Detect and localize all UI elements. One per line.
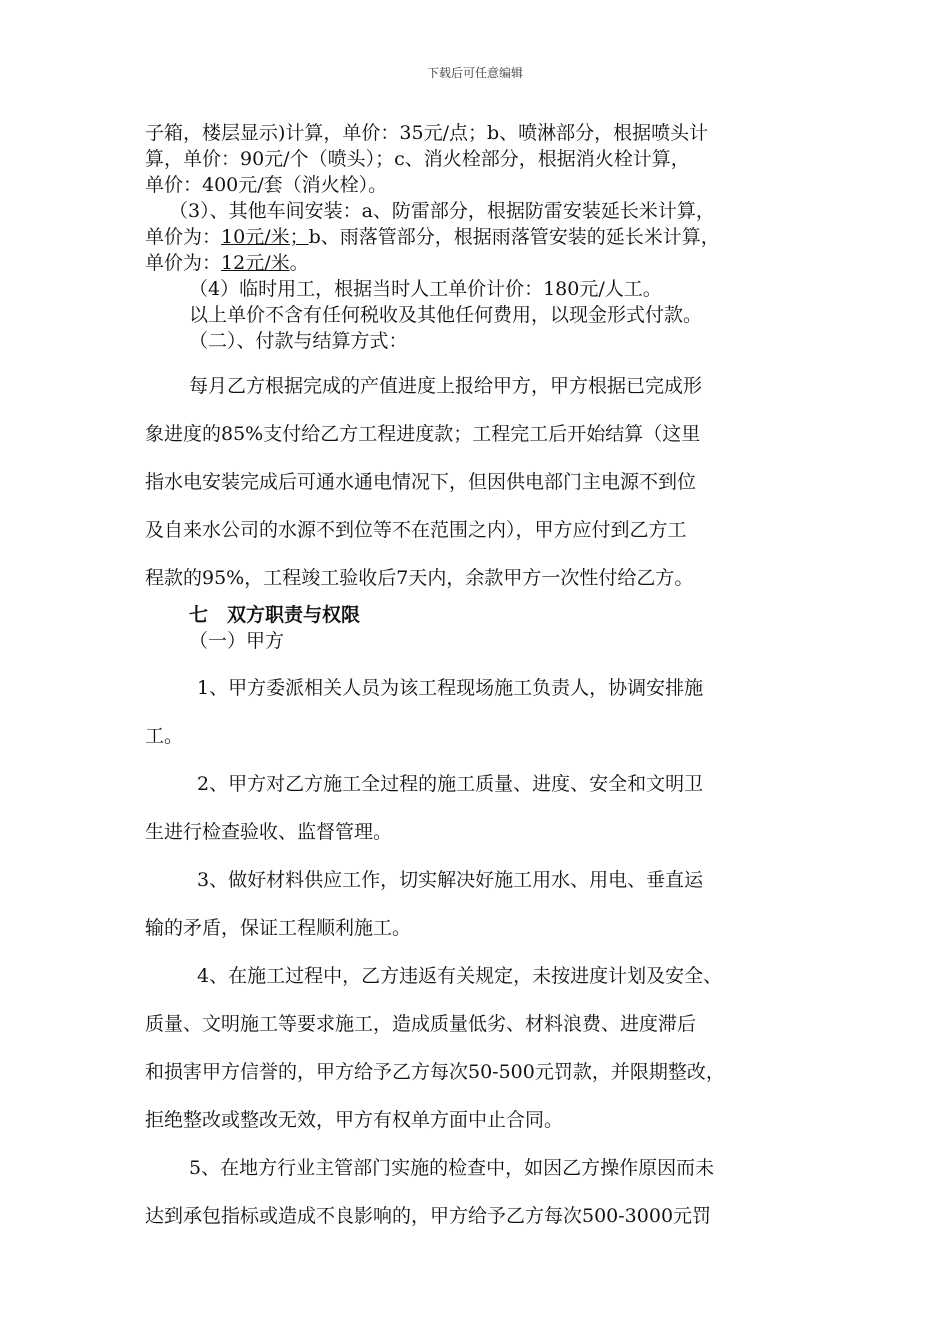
document-body bbox=[145, 120, 825, 1240]
underlined-price: 12元/米 bbox=[221, 252, 290, 274]
text-line: 输的矛盾，保证工程顺利施工。 bbox=[145, 917, 412, 939]
party-a-duties bbox=[145, 664, 825, 1240]
list-item: 1、甲方委派相关人员为该工程现场施工负责人，协调安排施 bbox=[197, 677, 704, 699]
section-subheading: （二）、付款与结算方式： bbox=[189, 330, 408, 352]
text-line: 拒绝整改或整改无效，甲方有权单方面中止合同。 bbox=[145, 1109, 564, 1131]
text-line: 每月乙方根据完成的产值进度上报给甲方，甲方根据已完成形 bbox=[189, 375, 703, 397]
text-line: 算，单价：90元/个（喷头）；c、消火栓部分，根据消火栓计算， bbox=[145, 148, 690, 170]
text-line: 象进度的85%支付给乙方工程进度款；工程完工后开始结算（这里 bbox=[145, 423, 701, 445]
list-item: 5、在地方行业主管部门实施的检查中，如因乙方操作原因而未 bbox=[189, 1157, 715, 1179]
page-header: 下载后可任意编辑 bbox=[426, 66, 523, 80]
text-span: b、雨落管部分，根据雨落管安装的延长米计算， bbox=[308, 226, 720, 248]
text-line: 单价：400元/套（消火栓）。 bbox=[145, 174, 388, 196]
text-line bbox=[145, 250, 825, 276]
text-line: 工。 bbox=[145, 725, 184, 747]
text-line: 达到承包指标或造成不良影响的，甲方给予乙方每次500-3000元罚 bbox=[145, 1205, 712, 1227]
text-span: 单价为： bbox=[145, 252, 222, 274]
text-line: 指水电安装完成后可通水通电情况下，但因供电部门主电源不到位 bbox=[145, 471, 697, 493]
text-line bbox=[145, 224, 825, 250]
section-subheading: （一）甲方 bbox=[189, 630, 285, 652]
list-item: 4、在施工过程中，乙方违返有关规定，未按进度计划及安全、 bbox=[197, 965, 723, 987]
text-span: 。 bbox=[289, 252, 309, 274]
section-heading: 七 双方职责与权限 bbox=[189, 604, 361, 626]
payment-paragraph bbox=[145, 362, 825, 602]
text-line: 程款的95%，工程竣工验收后7天内，余款甲方一次性付给乙方。 bbox=[145, 567, 694, 589]
list-item: 2、甲方对乙方施工全过程的施工质量、进度、安全和文明卫 bbox=[197, 773, 704, 795]
text-line: 和损害甲方信誉的，甲方给予乙方每次50-500元罚款，并限期整改， bbox=[145, 1061, 725, 1083]
text-line: （3）、其他车间安装：a、防雷部分，根据防雷安装延长米计算， bbox=[169, 200, 715, 222]
text-line: （4）临时用工，根据当时人工单价计价：180元/人工。 bbox=[189, 278, 662, 300]
text-line: 及自来水公司的水源不到位等不在范围之内），甲方应付到乙方工 bbox=[145, 519, 687, 541]
underlined-price: 10元/米； bbox=[221, 226, 309, 248]
text-line: 子箱，楼层显示)计算，单价：35元/点；b、喷淋部分，根据喷头计 bbox=[145, 122, 709, 144]
text-line: 生进行检查验收、监督管理。 bbox=[145, 821, 393, 843]
text-line: 以上单价不含有任何税收及其他任何费用，以现金形式付款。 bbox=[189, 304, 703, 326]
list-item: 3、做好材料供应工作，切实解决好施工用水、用电、垂直运 bbox=[197, 869, 704, 891]
text-line: 质量、文明施工等要求施工，造成质量低劣、材料浪费、进度滞后 bbox=[145, 1013, 697, 1035]
text-span: 单价为： bbox=[145, 226, 222, 248]
